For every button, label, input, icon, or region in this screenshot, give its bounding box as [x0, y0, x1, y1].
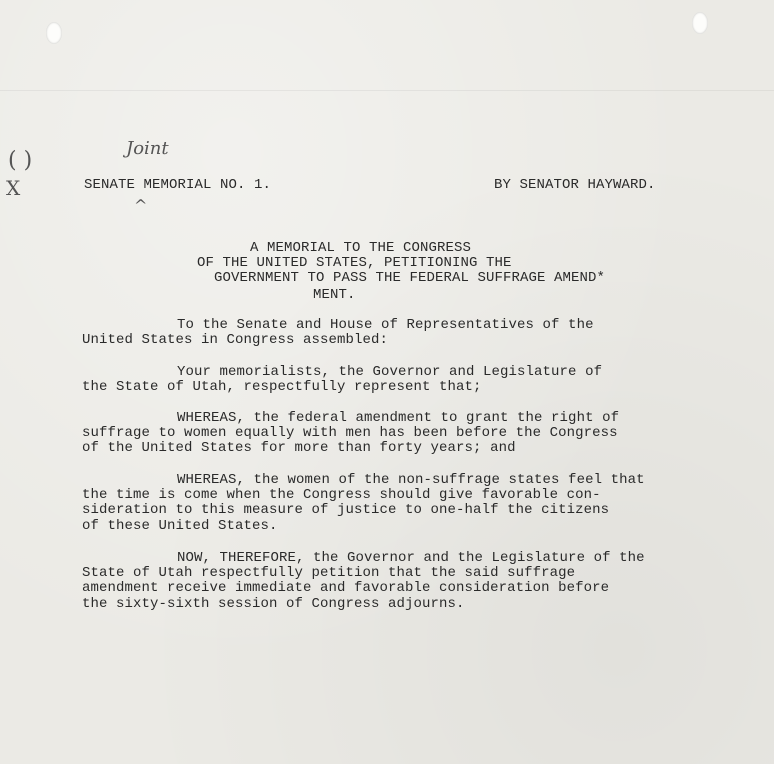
body-line: Your memorialists, the Governor and Legislature of [177, 364, 603, 380]
handwritten-parenthesis-mark: ( ) [8, 148, 33, 173]
salutation-line: United States in Congress assembled: [82, 332, 389, 348]
punch-hole-left [46, 22, 62, 44]
body-line: NOW, THEREFORE, the Governor and the Legislature of the [177, 550, 645, 566]
handwritten-caret-mark: ^ [134, 196, 148, 215]
body-line: of the United States for more than forty years; and [82, 440, 516, 456]
body-line: the State of Utah, respectfully represent that; [82, 379, 482, 395]
body-line: amendment receive immediate and favorable consideration before [82, 580, 610, 596]
title-line: MENT. [313, 287, 356, 303]
body-line: of these United States. [82, 518, 278, 534]
handwritten-joint-note: Joint [126, 138, 169, 159]
body-line: State of Utah respectfully petition that the said suffrage [82, 565, 576, 581]
body-line: suffrage to women equally with men has been before the Congress [82, 425, 618, 441]
title-line: OF THE UNITED STATES, PETITIONING THE [197, 255, 512, 271]
title-line: GOVERNMENT TO PASS THE FEDERAL SUFFRAGE AMEND* [214, 270, 606, 286]
punch-hole-right [692, 12, 708, 34]
paper-fold-line [0, 90, 774, 91]
memorial-number: SENATE MEMORIAL NO. 1. [84, 177, 272, 193]
body-line: the time is come when the Congress should give favorable con- [82, 487, 601, 503]
body-line: the sixty-sixth session of Congress adjourns. [82, 596, 465, 612]
body-line: WHEREAS, the women of the non-suffrage states feel that [177, 472, 645, 488]
handwritten-x-mark: X [6, 176, 21, 200]
title-line: A MEMORIAL TO THE CONGRESS [250, 240, 472, 256]
sponsor-line: BY SENATOR HAYWARD. [494, 177, 656, 193]
body-line: sideration to this measure of justice to one-half the citizens [82, 502, 610, 518]
body-line: WHEREAS, the federal amendment to grant the right of [177, 410, 620, 426]
salutation-line: To the Senate and House of Representatives of the [177, 317, 594, 333]
